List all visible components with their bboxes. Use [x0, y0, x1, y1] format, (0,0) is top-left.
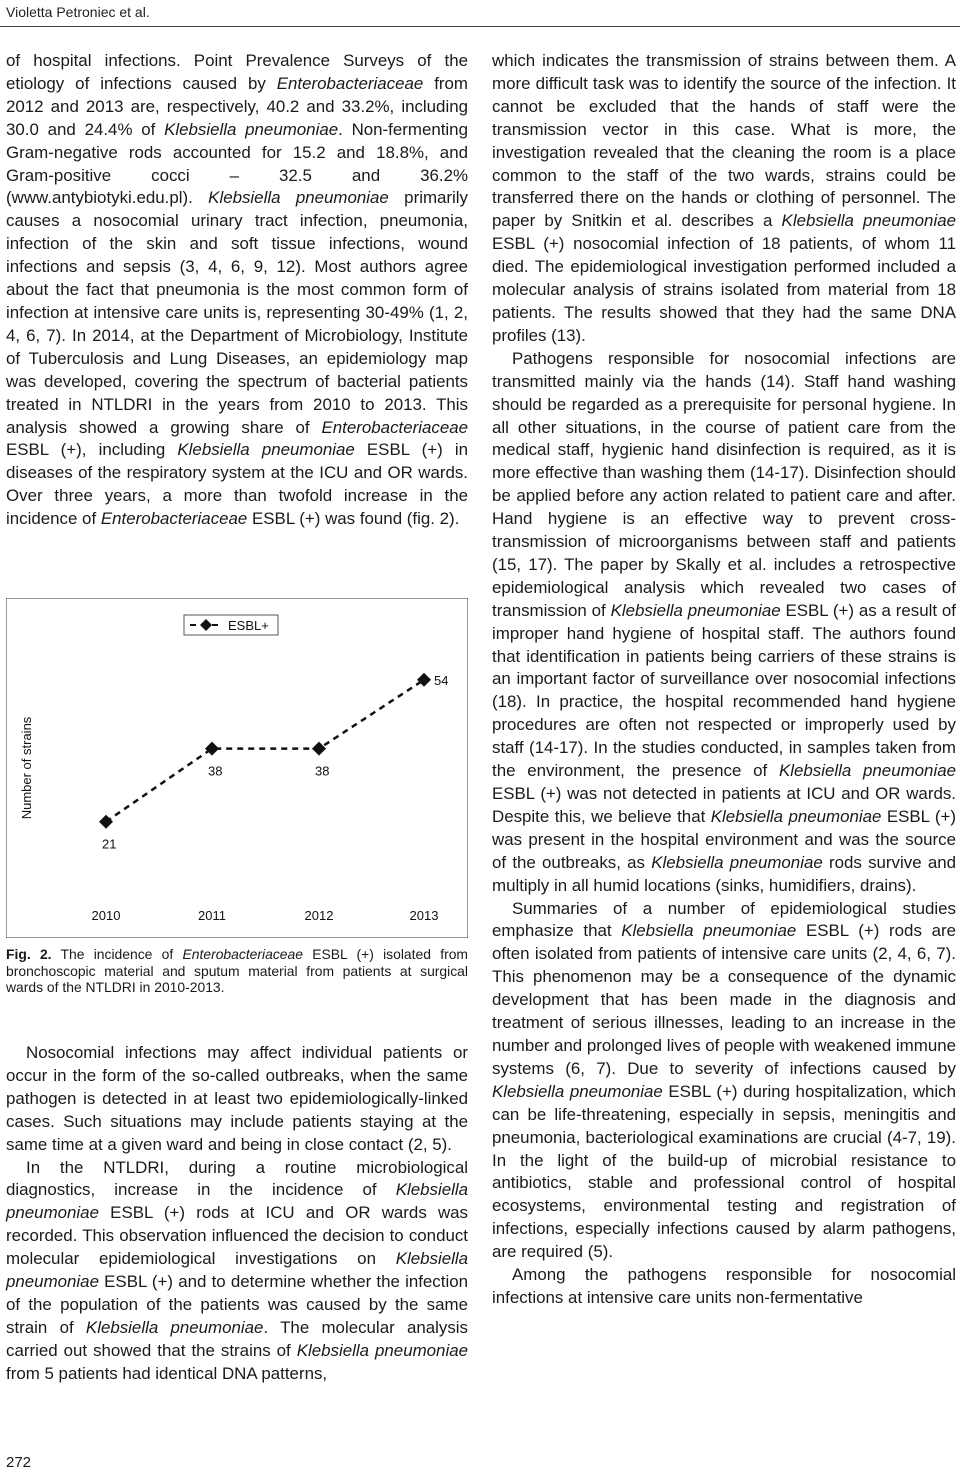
italic-term: Klebsiella pneumoniae: [177, 440, 355, 460]
italic-term: Enterobacteriaceae: [182, 946, 303, 962]
caption-text: The incidence of Enterobacteriaceae ESBL (+) isolated from bronchoscopic material and sputum material from patients at surgical wards of the NTLDRI in 2010-2013.: [6, 946, 468, 995]
x-tick-label: 2011: [198, 908, 226, 923]
paragraph: which indicates the transmission of strains between them. A more difficult task was to identify the source of the infection. It cannot be excluded that the hands of staff were the transmission vector in this case. What is more, the investigation revealed that the cleaning the room is a place common to the staff of the two wards, strains could be transferred there on the hands or clothing of personnel. The paper by Snitkin et al. describes a Klebsiella pneumoniae ESBL (+) nosocomial infection of 18 patients, of whom 11 died. The epidemiological investigation performed included a molecular analysis of strains isolated from material from 18 patients. The results showed that they had the same DNA profiles (13).: [492, 51, 956, 345]
chart-legend: [184, 615, 278, 635]
italic-term: Klebsiella pneumoniae: [296, 1340, 468, 1360]
esbl-line-chart: [6, 598, 468, 938]
legend-label: ESBL+: [228, 618, 269, 633]
data-label: 38: [208, 763, 223, 779]
paragraph: Among the pathogens responsible for nosocomial infections at intensive care units non-fermentative: [492, 1265, 956, 1307]
data-label: 54: [434, 672, 449, 688]
italic-term: Klebsiella pneumoniae: [610, 600, 781, 620]
italic-term: Klebsiella pneumoniae: [6, 1180, 468, 1223]
chart-frame: [6, 598, 468, 938]
left-column-top: [6, 50, 468, 531]
header-divider: [0, 26, 960, 27]
italic-term: Klebsiella pneumoniae: [778, 761, 956, 781]
paragraph: Pathogens responsible for nosocomial infections are transmitted mainly via the hands (14). Staff hand washing should be regarded as a prerequisite for personal hygiene. In all other situations, in the course of patient care from the medical staff, hygienic hand disinfection is required, as it is more effective than washing them (14-17). Disinfection should be applied before any action related to patient care and after. Hand hygiene is an effective way to prevent cross-transmission of microorganisms between staff and patients (15, 17). The paper by Skally et al. includes a retrospective epidemiological analysis which revealed two cases of transmission of Klebsiella pneumoniae ESBL (+) as a result of improper hand hygiene of hospital staff. The authors found that identification in patients being carriers of these strains is an important factor of surveillance over nosocomial infections (18). In practice, the hospital recommended hand hygiene procedures are often not respected or improperly used by staff (14-17). In the studies conducted, in samples taken from the environment, the presence of Klebsiella pneumoniae ESBL (+) was not detected in patients at ICU and OR wards. Despite this, we believe that Klebsiella pneumoniae ESBL (+) was present in the hospital environment and was the source of the outbreaks, as Klebsiella pneumoniae rods survive and multiply in all humid locations (sinks, humidifiers, drains).: [492, 348, 957, 895]
data-label: 38: [315, 763, 330, 779]
italic-term: Klebsiella pneumoniae: [621, 921, 797, 941]
italic-term: Klebsiella pneumoniae: [651, 852, 823, 872]
page-number: 272: [6, 1454, 32, 1471]
paragraph: of hospital infections. Point Prevalence Surveys of the etiology of infections caused by Enterobacteriaceae from 2012 and 2013 are, respectively, 40.2 and 33.2%, including 30.0 and 24.4% of Klebsiella pneumoniae. Non-fermenting Gram-negative rods accounted for 15.2 and 18.8%, and Gram-positive cocci – 32.5 and 36.2% (www.antybiotyki.edu.pl). Klebsiella pneumoniae primarily causes a nosocomial urinary tract infection, pneumonia, infection of the skin and soft tissue infections, wound infections and sepsis (3, 4, 6, 9, 12). Most authors agree about the fact that pneumonia is the most common form of infection at intensive care units is, representing 30-49% (1, 2, 4, 6, 7). In 2014, at the Department of Microbiology, Institute of Tuberculosis and Lung Diseases, an epidemiology map was developed, covering the spectrum of bacterial patients treated in NTLDRI in the years from 2010 to 2013. This analysis showed a growing share of Enterobacteriaceae ESBL (+), including Klebsiella pneumoniae ESBL (+) in diseases of the respiratory system at the ICU and OR wards. Over three years, a more than twofold increase in the incidence of Enterobacteriaceae ESBL (+) was found (fig. 2).: [6, 51, 468, 529]
figure-caption: [6, 946, 468, 996]
paragraph: Summaries of a number of epidemiological studies emphasize that Klebsiella pneumoniae ESBL (+) rods are often isolated from patients of intensive care units (2, 4, 6, 7). This phenomenon may be a consequence of the dynamic development that has been made in the diagnosis and treatment of serious illnesses, leading to an increase in the number and prolonged lives of people with weakened immune systems (6, 7). Due to severity of infections caused by Klebsiella pneumoniae ESBL (+) during hospitalization, which can be life-threatening, especially in sepsis, meningitis and pneumonia, bacteriological examinations are crucial (4-7, 19). In the light of the build-up of microbial resistance to antibiotics, stable and professional control of hospital ecosystems, environmental testing and registration of infections, especially infections caused by alarm pathogens, are required (5).: [492, 898, 957, 1262]
data-label: 21: [102, 836, 117, 852]
paragraph: In the NTLDRI, during a routine microbiological diagnostics, increase in the incidence of Klebsiella pneumoniae ESBL (+) rods at ICU and OR wards was recorded. This observation influenced the decision to conduct molecular epidemiological investigations on Klebsiella pneumoniae ESBL (+) and to determine whether the infection of the population of the patients was caused by the same strain of Klebsiella pneumoniae. The molecular analysis carried out showed that the strains of Klebsiella pneumoniae from 5 patients had identical DNA patterns,: [6, 1157, 468, 1383]
x-tick-label: 2013: [409, 908, 439, 923]
italic-term: Klebsiella pneumoniae: [492, 1081, 663, 1101]
italic-term: Enterobacteriaceae: [276, 73, 424, 93]
italic-term: Enterobacteriaceae: [321, 417, 468, 437]
paragraph: Nosocomial infections may affect individual patients or occur in the form of the so-called outbreaks, when the same pathogen is detected in at least two epidemiologically-linked cases. Such situations may include patients staying at the same time at a given ward and being in close contact (2, 5).: [6, 1043, 468, 1154]
figure-2: [6, 598, 468, 938]
x-tick-label: 2012: [304, 908, 334, 923]
right-column: [492, 50, 956, 1310]
y-axis-label: Number of strains: [19, 716, 34, 820]
x-tick-label: 2010: [91, 908, 121, 923]
italic-term: Klebsiella pneumoniae: [710, 806, 882, 826]
italic-term: Klebsiella pneumoniae: [6, 1249, 468, 1292]
italic-term: Klebsiella pneumoniae: [85, 1317, 264, 1337]
italic-term: Klebsiella pneumoniae: [164, 119, 339, 139]
italic-term: Klebsiella pneumoniae: [208, 188, 389, 208]
italic-term: Klebsiella pneumoniae: [781, 211, 956, 231]
running-head: Violetta Petroniec et al.: [6, 4, 150, 20]
left-column-bottom: [6, 1042, 468, 1386]
italic-term: Enterobacteriaceae: [100, 509, 248, 529]
figure-label: Fig. 2.: [6, 946, 52, 962]
